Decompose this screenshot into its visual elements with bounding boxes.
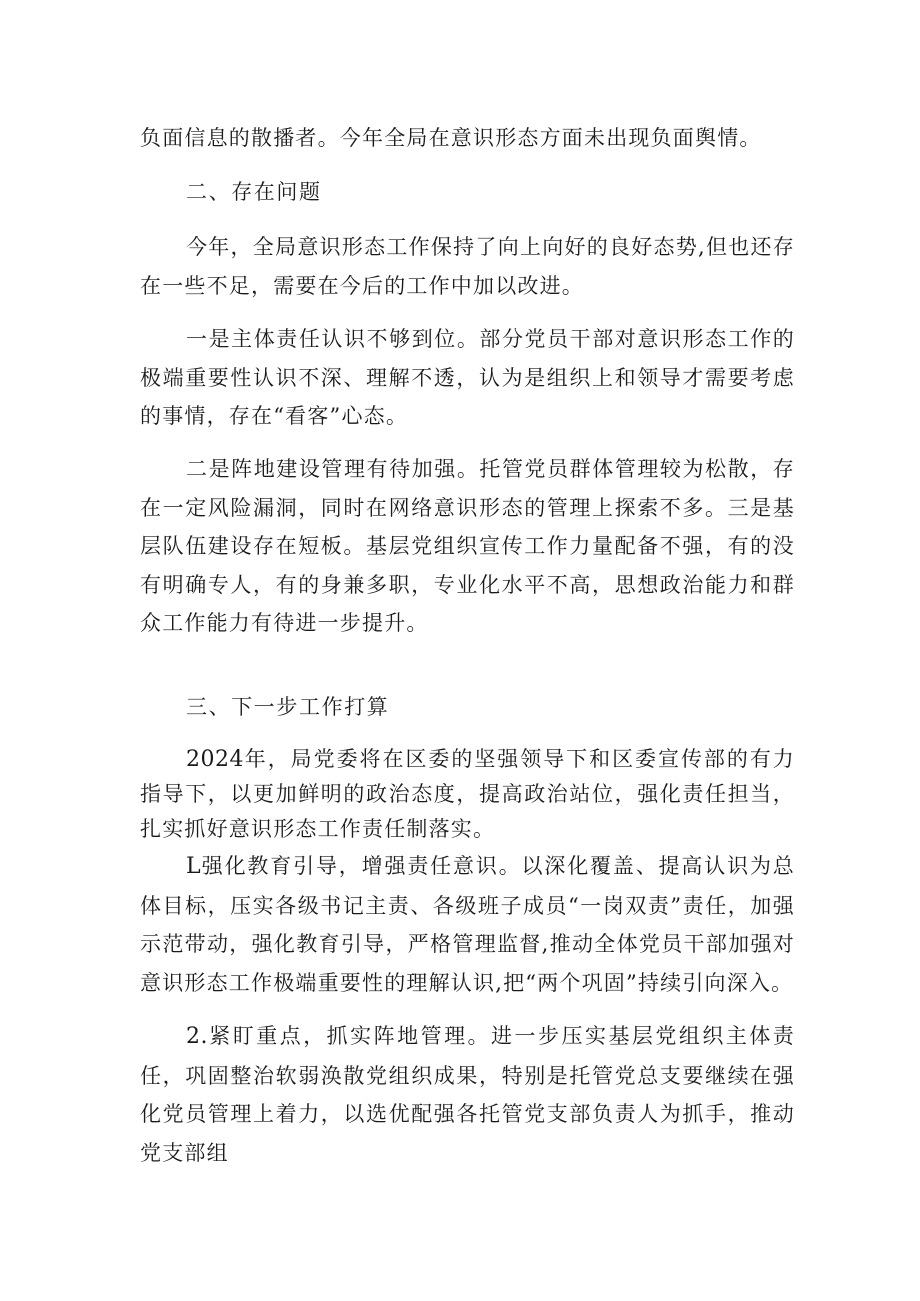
- paragraph-problem-two-three: 二是阵地建设管理有待加强。托管党员群体管理较为松散，存在一定风险漏洞，同时在网络意识形态的管理上探索不多。三是基层队伍建设存在短板。基层党组织宣传工作力量配备不强，有的没有明确专人，有的身兼多职，专业化水平不高，思想政治能力和群众工作能力有待进一步提升。: [140, 457, 795, 635]
- year-text: 2024: [186, 747, 244, 772]
- paragraph-problem-one: 一是主体责任认识不够到位。部分党员干部对意识形态工作的极端重要性认识不深、理解不透，认为是组织上和领导才需要考虑的事情，存在“看客”心态。: [140, 327, 795, 428]
- item-2-text: 紧盯重点，抓实阵地管理。进一步压实基层党组织主体责任，巩固整治软弱涣散党组织成果，特别是托管党总支要继续在强化党员管理上着力，以选优配强各托管党支部负责人为抓手，推动党支部组: [140, 1024, 795, 1165]
- paragraph-item-1: [140, 847, 795, 1002]
- item-1-marker: L: [186, 854, 202, 879]
- paragraph-negative-info: 负面信息的散播者。今年全局在意识形态方面未出现负面舆情。: [140, 126, 762, 150]
- section-heading-problems: 二、存在问题: [186, 180, 322, 204]
- section-heading-next-steps: 三、下一步工作打算: [186, 695, 390, 719]
- paragraph-plan-2024-text: 年，局党委将在区委的坚强领导下和区委宣传部的有力指导下，以更加鲜明的政治态度，提高政治站位，强化责任担当，扎实抓好意识形态工作责任制落实。: [140, 747, 795, 841]
- paragraph-problems-intro: 今年，全局意识形态工作保持了向上向好的良好态势,但也还存在一些不足，需要在今后的工作中加以改进。: [140, 235, 795, 298]
- paragraph-item-2: [140, 1017, 795, 1172]
- item-2-marker: 2.: [186, 1024, 208, 1049]
- paragraph-plan-2024: [140, 742, 795, 847]
- item-1-text: 强化教育引导，增强责任意识。以深化覆盖、提高认识为总体目标，压实各级书记主责、各级班子成员“一岗双责”责任，加强示范带动，强化教育引导，严格管理监督,推动全体党员干部加强对意识形态工作极端重要性的理解认识,把“两个巩固”持续引向深入。: [140, 854, 795, 995]
